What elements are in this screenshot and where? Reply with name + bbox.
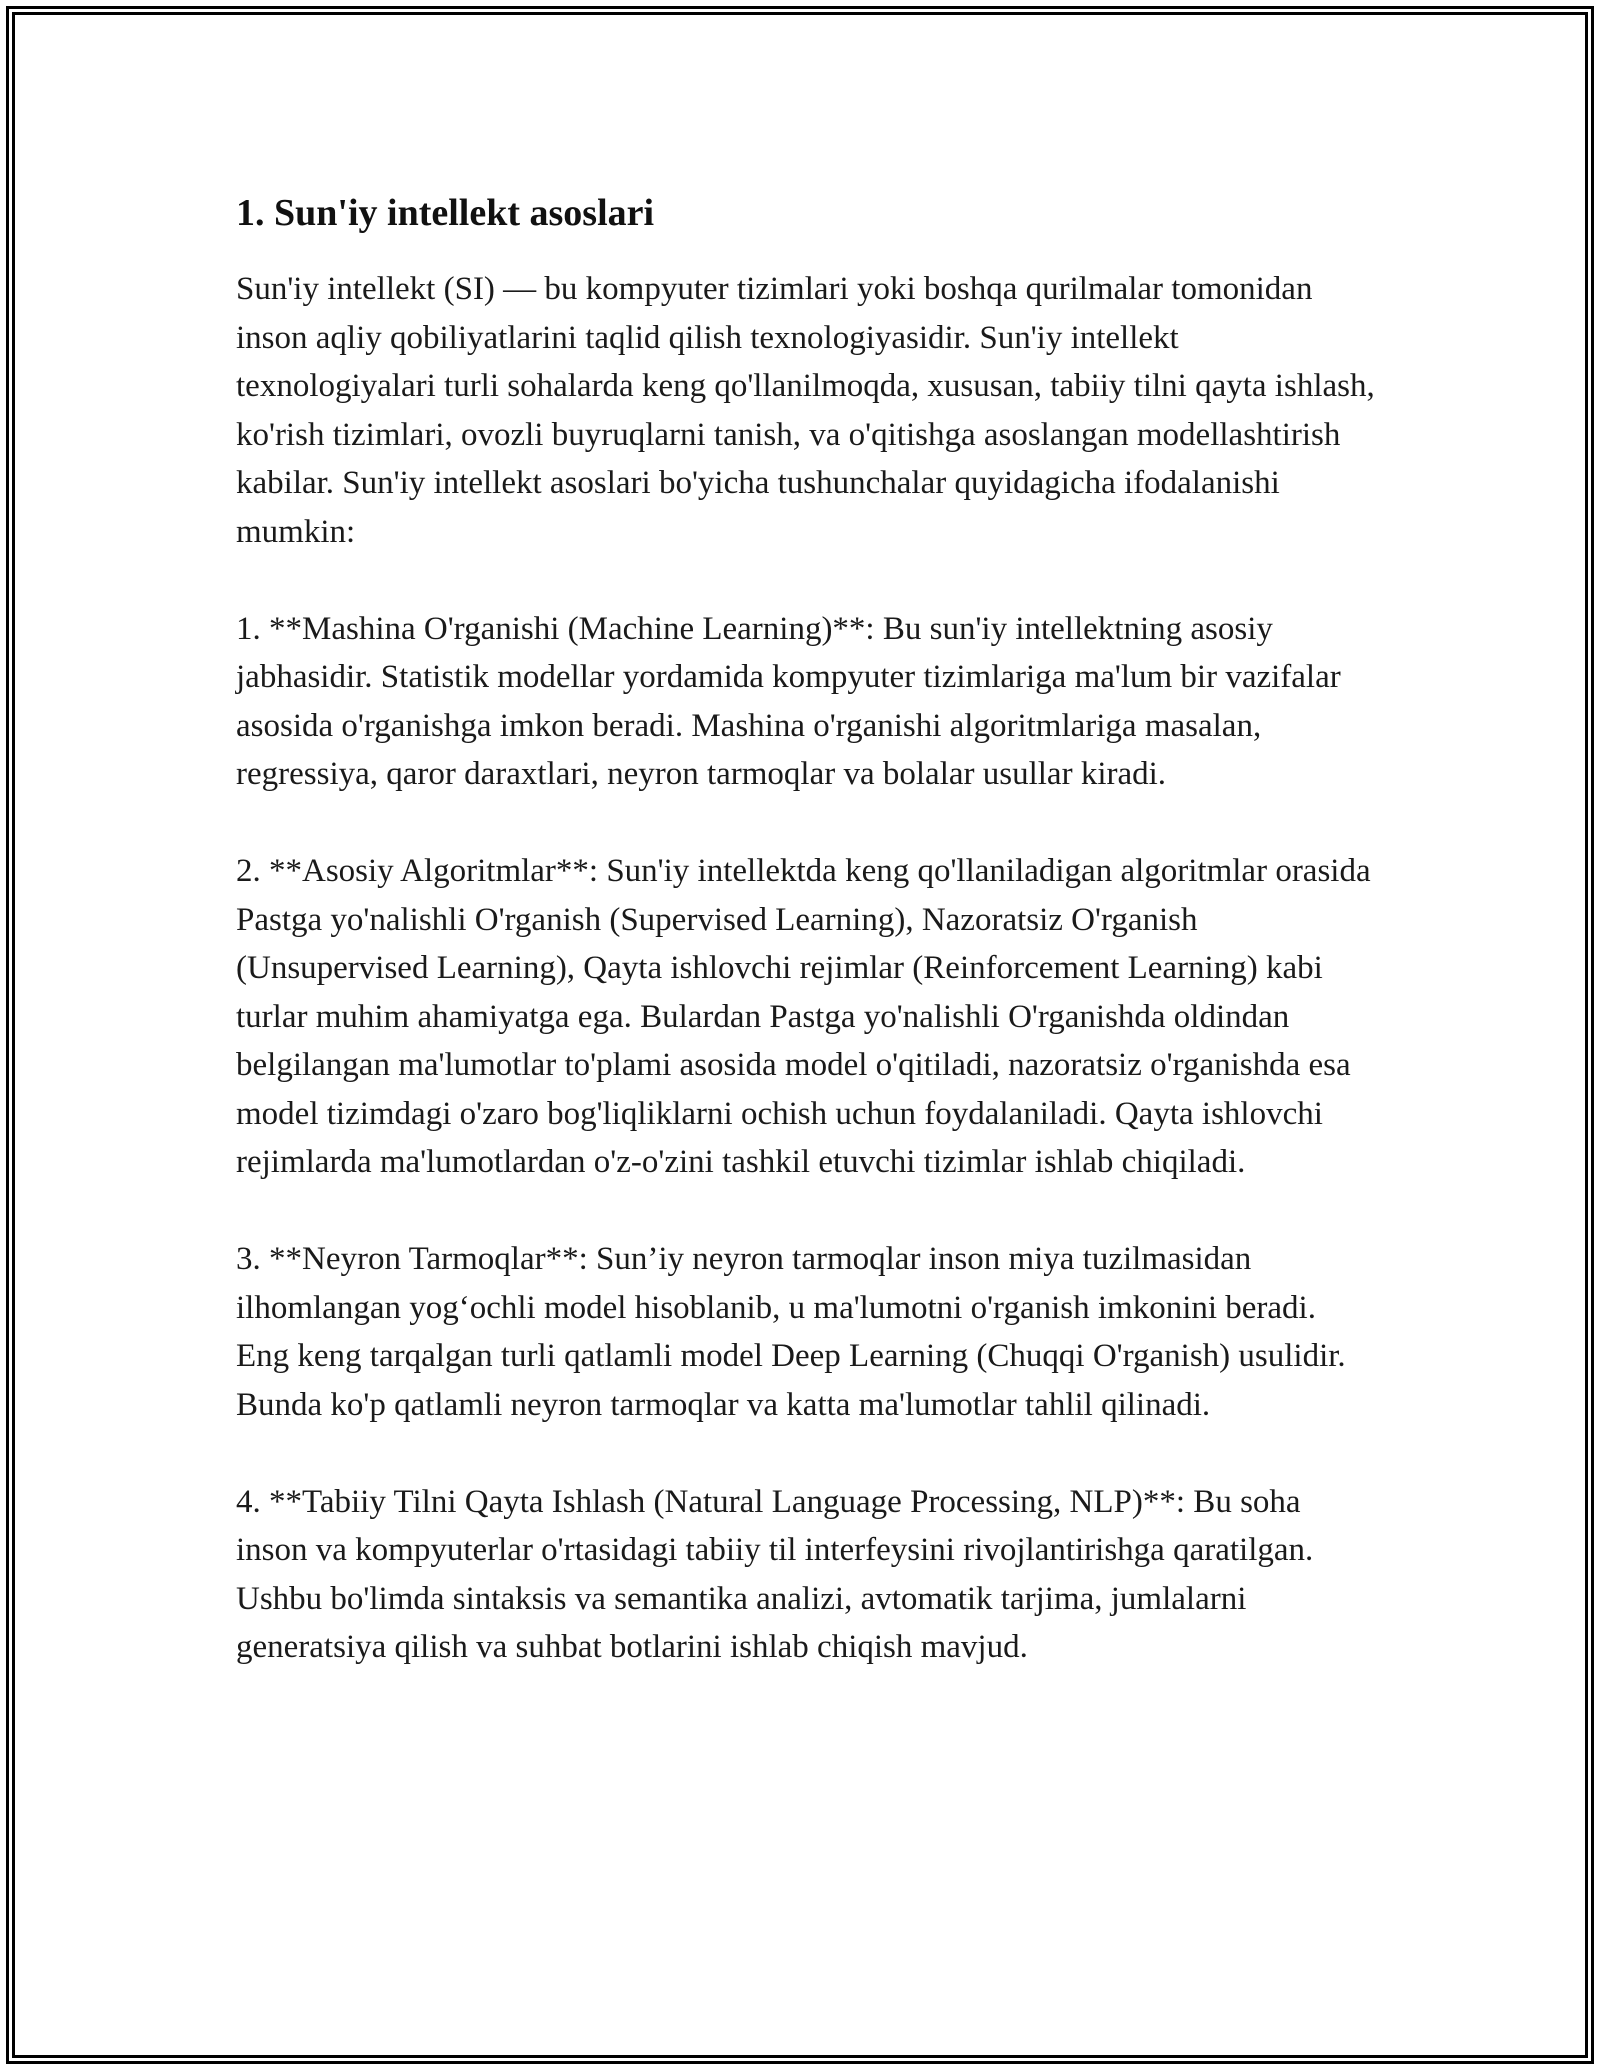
paragraph-nlp: 4. **Tabiiy Tilni Qayta Ishlash (Natural Language Processing, NLP)**: Bu soha inson va kompyuterlar o'rtasidagi tabiiy til interfeysini rivojlantirishga qaratilgan. Ushbu bo'limda sintaksis va semantika analizi, avtomatik tarjima, jumlalarni generatsiya qilish va suhbat botlarini ishlab chiqish mavjud.	[236, 1483, 1314, 1665]
document-body	[236, 188, 1376, 1672]
document-title: 1. Sun'iy intellekt asoslari	[236, 192, 655, 234]
paragraph-basic-algorithms: 2. **Asosiy Algoritmlar**: Sun'iy intellektda keng qo'llaniladigan algoritmlar orasida Pastga yo'nalishli O'rganish (Supervised Learning), Nazoratsiz O'rganish (Unsupervised Learning), Qayta ishlovchi rejimlar (Reinforcement Learning) kabi turlar muhim ahamiyatga ega. Bulardan Pastga yo'nalishli O'rganishda oldindan belgilangan ma'lumotlar to'plami asosida model o'qitiladi, nazoratsiz o'rganishda esa model tizimdagi o'zaro bog'liqliklarni ochish uchun foydalaniladi. Qayta ishlovchi rejimlarda ma'lumotlardan o'z-o'zini tashkil etuvchi tizimlar ishlab chiqiladi.	[236, 853, 1371, 1180]
paragraph-neural-networks: 3. **Neyron Tarmoqlar**: Sun’iy neyron tarmoqlar inson miya tuzilmasidan ilhomlangan yog‘ochli model hisoblanib, u ma'lumotni o'rganish imkonini beradi. Eng keng tarqalgan turli qatlamli model Deep Learning (Chuqqi O'rganish) usulidir. Bunda ko'p qatlamli neyron tarmoqlar va katta ma'lumotlar tahlil qilinadi.	[236, 1241, 1346, 1423]
intro-paragraph: Sun'iy intellekt (SI) — bu kompyuter tizimlari yoki boshqa qurilmalar tomonidan inson aqliy qobiliyatlarini taqlid qilish texnologiyasidir. Sun'iy intellekt texnologiyalari turli sohalarda keng qo'llanilmoqda, xususan, tabiiy tilni qayta ishlash, ko'rish tizimlari, ovozli buyruqlarni tanish, va o'qitishga asoslangan modellashtirish kabilar. Sun'iy intellekt asoslari bo'yicha tushunchalar quyidagicha ifodalanishi mumkin:	[236, 271, 1375, 550]
paragraph-machine-learning: 1. **Mashina O'rganishi (Machine Learning)**: Bu sun'iy intellektning asosiy jabhasidir. Statistik modellar yordamida kompyuter tizimlariga ma'lum bir vazifalar asosida o'rganishga imkon beradi. Mashina o'rganishi algoritmlariga masalan, regressiya, qaror daraxtlari, neyron tarmoqlar va bolalar usullar kiradi.	[236, 610, 1341, 792]
